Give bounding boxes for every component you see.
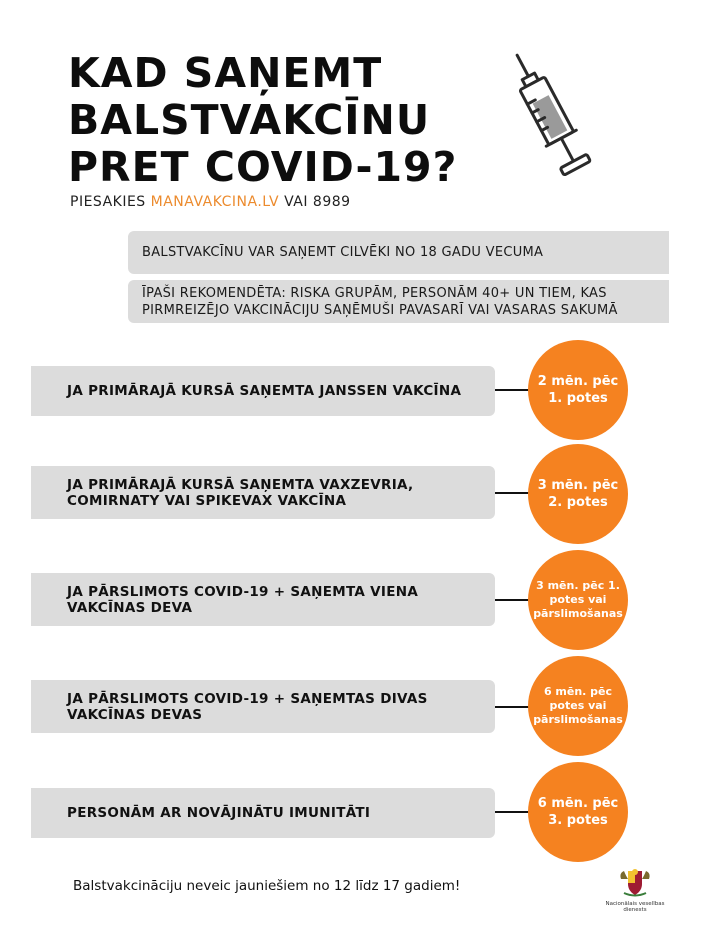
signup-suffix: VAI 8989 <box>279 194 351 210</box>
timing-circle-5 <box>528 762 628 862</box>
condition-text: JA PRIMĀRAJĀ KURSĀ SAŅEMTA JANSSEN VAKCĪNA <box>67 383 462 399</box>
timing-text: 1. potes <box>548 391 608 406</box>
timing-circle-2 <box>528 444 628 544</box>
condition-text: JA PRIMĀRAJĀ KURSĀ SAŅEMTA VAXZEVRIA, <box>67 476 414 493</box>
timing-text: 6 mēn. pēc <box>543 685 613 698</box>
condition-row-1 <box>31 366 495 416</box>
condition-text: COMIRNATY VAI SPIKEVAX VAKCĪNA <box>67 492 347 509</box>
condition-row-4 <box>31 680 495 733</box>
recommendation-box <box>128 280 669 323</box>
condition-text: PERSONĀM AR NOVĀJINĀTU IMUNITĀTI <box>67 805 371 821</box>
condition-text: VAKCĪNAS DEVA <box>67 599 193 616</box>
signup-website-link[interactable]: MANAVAKCINA.LV <box>150 194 280 210</box>
condition-row-5 <box>31 788 495 838</box>
health-service-logo <box>605 867 665 913</box>
page-title <box>68 50 457 191</box>
timing-text: potes vai <box>549 699 607 712</box>
timing-circle-3 <box>528 550 628 650</box>
eligibility-box <box>128 231 669 274</box>
timing-text: 2 mēn. pēc <box>537 374 619 389</box>
title-line-2: BALSTVAKCĪNU <box>68 96 431 144</box>
condition-text: VAKCĪNAS DEVAS <box>67 706 203 723</box>
timing-circle-4 <box>528 656 628 756</box>
signup-prefix: PIESAKIES <box>70 194 151 210</box>
connector-line <box>495 492 530 494</box>
condition-row-3 <box>31 573 495 626</box>
title-line-3: PRET COVID-19? <box>68 143 458 191</box>
title-line-1: KAD SAŅEMT <box>68 49 383 97</box>
coat-of-arms-icon <box>618 867 652 897</box>
timing-text: pārslimošanas <box>533 607 623 620</box>
timing-text: pārslimošanas <box>533 713 623 726</box>
condition-text: JA PĀRSLIMOTS COVID-19 + SAŅEMTAS DIVAS <box>67 690 428 707</box>
timing-text: 2. potes <box>548 495 608 510</box>
timing-text: potes vai <box>549 593 607 606</box>
timing-text: 3 mēn. pēc <box>537 478 619 493</box>
signup-line <box>70 194 351 210</box>
syringe-icon <box>505 45 595 190</box>
timing-text: 6 mēn. pēc <box>537 796 619 811</box>
recommendation-line-1: ĪPAŠI REKOMENDĒTA: RISKA GRUPĀM, PERSONĀM 40+ UN TIEM, KAS <box>142 286 607 301</box>
logo-text: Nacionālais veselības dienests <box>605 901 665 913</box>
condition-row-2 <box>31 466 495 519</box>
timing-text: 3. potes <box>548 813 608 828</box>
connector-line <box>495 599 530 601</box>
connector-line <box>495 389 530 391</box>
footer-note: Balstvakcināciju neveic jauniešiem no 12 līdz 17 gadiem! <box>73 878 461 894</box>
condition-text: JA PĀRSLIMOTS COVID-19 + SAŅEMTA VIENA <box>67 583 419 600</box>
recommendation-line-2: PIRMREIZĒJO VAKCINĀCIJU SAŅĒMUŠI PAVASARĪ VAI VASARAS SAKUMĀ <box>142 303 618 318</box>
connector-line <box>495 811 530 813</box>
connector-line <box>495 706 530 708</box>
eligibility-text: BALSTVAKCĪNU VAR SAŅEMT CILVĒKI NO 18 GADU VECUMA <box>142 245 544 260</box>
timing-circle-1 <box>528 340 628 440</box>
timing-text: 3 mēn. pēc 1. <box>536 579 620 592</box>
